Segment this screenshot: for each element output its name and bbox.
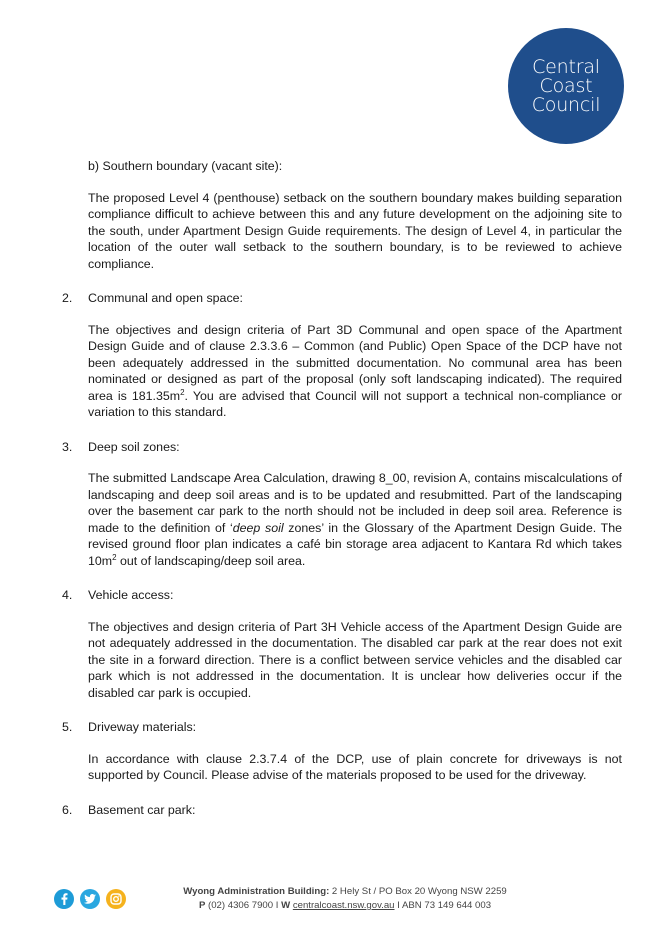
page-footer <box>0 884 669 924</box>
item-title: Basement car park: <box>88 802 196 817</box>
item-5-body: In accordance with clause 2.3.7.4 of the DCP, use of plain concrete for driveways is not supported by Council. Please advise of the materials proposed to be used for the driveway. <box>88 751 622 782</box>
logo-line-2: Coast <box>539 74 593 97</box>
facebook-icon[interactable] <box>54 889 74 909</box>
footer-address-line: Wyong Administration Building: 2 Hely St / PO Box 20 Wyong NSW 2259 <box>183 886 507 897</box>
item-title: Driveway materials: <box>88 720 197 734</box>
instagram-icon[interactable] <box>106 889 126 909</box>
item-number: 4. <box>62 588 73 602</box>
section-b-body: The proposed Level 4 (penthouse) setback on the southern boundary makes building separation compliance difficult to achieve between this and any future development on the adjoining site to the south, under Apartment Design Guide requirements. The design of Level 4, in particular the location of the outer wall setback to the southern boundary, is to be reviewed to achieve compliance. <box>88 190 622 271</box>
item-6-heading <box>62 802 622 819</box>
item-title: Communal and open space: <box>88 291 243 305</box>
twitter-icon[interactable] <box>80 889 100 909</box>
item-title: Deep soil zones: <box>88 439 180 454</box>
item-number: 3. <box>62 439 73 454</box>
item-3-body: The submitted Landscape Area Calculation, drawing 8_00, revision A, contains miscalculations of landscaping and deep soil areas and is to be updated and resubmitted. Part of the landscaping over the basement car park to the north should not be included in deep soil area. Reference is made to the definition of ‘deep soil zones’ in the Glossary of the Apartment Design Guide. The revised ground floor plan indicates a café bin storage area adjacent to Kantara Rd which takes $10m^2$ out of landscaping/deep soil area. <box>88 471 622 568</box>
item-4-body: The objectives and design criteria of Part 3H Vehicle access of the Apartment Design Guide are not adequately addressed in the documentation. The disabled car park at the rear does not exit the site in a forward direction. There is a conflict between service vehicles and the disabled car park which is not addressed in the documentation. It is unclear how deliveries occur if the disabled car park is occupied. <box>88 619 622 700</box>
letter-body <box>62 158 622 818</box>
logo-line-1: Central <box>532 55 600 78</box>
item-2-body: The objectives and design criteria of Part 3D Communal and open space of the Apartment Design Guide and of clause 2.3.3.6 – Common (and Public) Open Space of the DCP have not been adequately addressed in the submitted documentation. No communal area has been nominated or designed as part of the proposal (only soft landscaping indicated). The required area is $181.35m^2$. You are advised that Council will not support a technical non-compliance or variation to this standard. <box>88 322 622 419</box>
website-link[interactable]: centralcoast.nsw.gov.au <box>292 900 395 911</box>
item-3-heading <box>62 439 622 456</box>
item-number: 6. <box>62 802 73 817</box>
item-number: 5. <box>62 720 73 734</box>
item-5-heading <box>62 719 622 736</box>
item-title: Vehicle access: <box>88 588 174 602</box>
item-2-heading <box>62 290 622 307</box>
council-logo <box>508 28 624 144</box>
footer-contact <box>150 885 540 913</box>
logo-line-3: Council <box>531 93 601 116</box>
section-b-heading: b) Southern boundary (vacant site): <box>88 159 283 173</box>
social-icons <box>54 889 126 909</box>
footer-contact-line: P (02) 4306 7900 I W centralcoast.nsw.gov.au I ABN 73 149 644 003 <box>198 900 492 911</box>
item-number: 2. <box>62 291 73 305</box>
item-4-heading <box>62 587 622 604</box>
